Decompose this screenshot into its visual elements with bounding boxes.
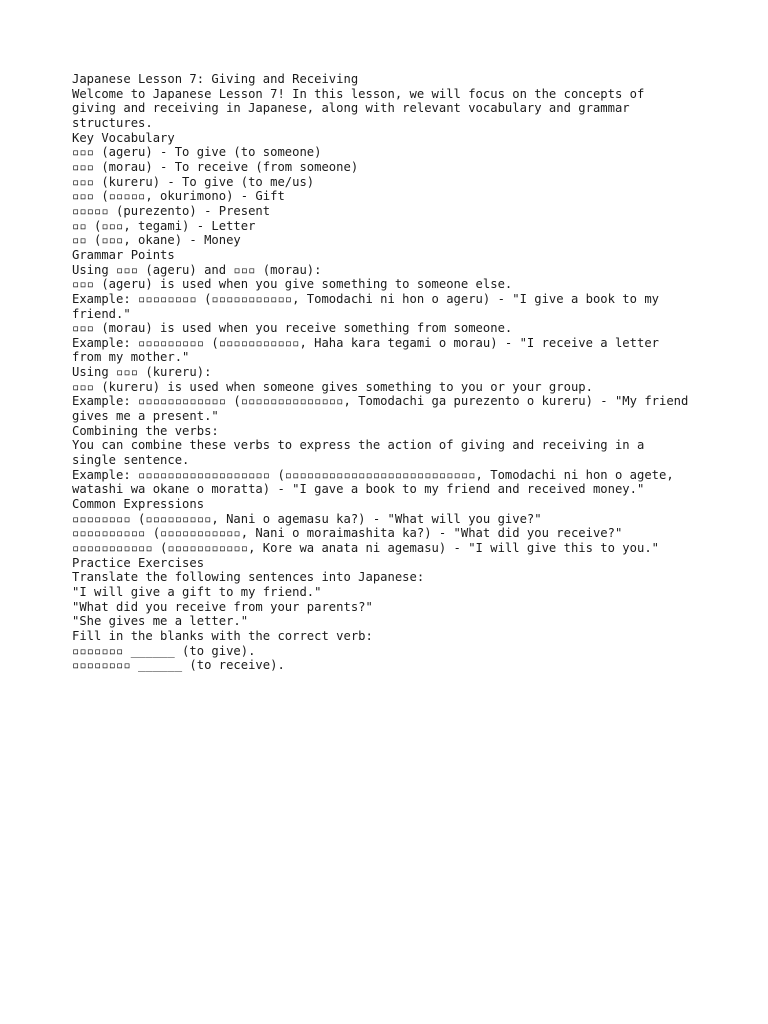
- text-line: ▫▫▫ (ageru) - To give (to someone): [72, 145, 322, 160]
- text-line: Welcome to Japanese Lesson 7! In this lesson, we will focus on the concepts of giving and receiving in Japanese, along with relevant vocabulary and grammar structures.: [72, 86, 652, 130]
- text-line: ▫▫▫ (kureru) - To give (to me/us): [72, 174, 315, 189]
- text-line: Example: ▫▫▫▫▫▫▫▫▫ (▫▫▫▫▫▫▫▫▫▫▫, Haha kara tegami o morau) - "I receive a letter from my mother.": [72, 335, 667, 365]
- text-line: ▫▫▫▫▫▫▫▫▫▫ (▫▫▫▫▫▫▫▫▫▫▫, Nani o moraimashita ka?) - "What did you receive?": [72, 526, 623, 541]
- text-line: ▫▫▫▫▫▫▫▫▫▫▫ (▫▫▫▫▫▫▫▫▫▫▫, Kore wa anata ni agemasu) - "I will give this to you.": [72, 541, 659, 555]
- text-line: ▫▫ (▫▫▫, okane) - Money: [72, 233, 241, 248]
- text-line: Practice Exercises: [72, 555, 205, 570]
- text-line: ▫▫▫▫▫▫▫▫ (▫▫▫▫▫▫▫▫▫, Nani o agemasu ka?) - "What will you give?": [72, 511, 542, 526]
- text-line: ▫▫ (▫▫▫, tegami) - Letter: [72, 218, 256, 233]
- document-body: [72, 72, 696, 673]
- text-line: ▫▫▫ (morau) is used when you receive something from someone.: [72, 321, 513, 336]
- text-line: Common Expressions: [72, 497, 205, 512]
- text-line: "She gives me a letter.": [72, 614, 249, 629]
- text-line: Fill in the blanks with the correct verb:: [72, 628, 373, 643]
- text-line: Example: ▫▫▫▫▫▫▫▫▫▫▫▫ (▫▫▫▫▫▫▫▫▫▫▫▫▫▫, Tomodachi ga purezento o kureru) - "My friend gives me a present.": [72, 394, 696, 424]
- text-line: Translate the following sentences into Japanese:: [72, 570, 425, 585]
- text-line: ▫▫▫ (kureru) is used when someone gives something to you or your group.: [72, 379, 593, 394]
- text-line: "I will give a gift to my friend.": [72, 584, 322, 599]
- text-line: ▫▫▫▫▫▫▫ ______ (to give).: [72, 643, 256, 658]
- text-line: ▫▫▫ (morau) - To receive (from someone): [72, 159, 359, 174]
- text-line: Japanese Lesson 7: Giving and Receiving: [72, 72, 359, 86]
- text-line: Using ▫▫▫ (kureru):: [72, 365, 212, 380]
- text-line: Using ▫▫▫ (ageru) and ▫▫▫ (morau):: [72, 262, 322, 277]
- text-line: Combining the verbs:: [72, 423, 219, 438]
- text-line: "What did you receive from your parents?": [72, 599, 373, 614]
- text-line: ▫▫▫ (▫▫▫▫▫, okurimono) - Gift: [72, 189, 285, 204]
- text-line: Example: ▫▫▫▫▫▫▫▫ (▫▫▫▫▫▫▫▫▫▫▫, Tomodachi ni hon o ageru) - "I give a book to my friend.": [72, 291, 667, 321]
- text-line: ▫▫▫ (ageru) is used when you give something to someone else.: [72, 277, 513, 292]
- text-line: Example: ▫▫▫▫▫▫▫▫▫▫▫▫▫▫▫▫▫▫ (▫▫▫▫▫▫▫▫▫▫▫▫▫▫▫▫▫▫▫▫▫▫▫▫▫▫, Tomodachi ni hon o agete, watashi wa okane o moratta) - "I gave a book to my friend and received money.": [72, 467, 682, 497]
- text-line: Key Vocabulary: [72, 130, 175, 145]
- text-line: ▫▫▫▫▫ (purezento) - Present: [72, 203, 271, 218]
- text-line: You can combine these verbs to express the action of giving and receiving in a single sentence.: [72, 438, 652, 468]
- text-line: Grammar Points: [72, 247, 175, 262]
- text-line: ▫▫▫▫▫▫▫▫ ______ (to receive).: [72, 658, 285, 673]
